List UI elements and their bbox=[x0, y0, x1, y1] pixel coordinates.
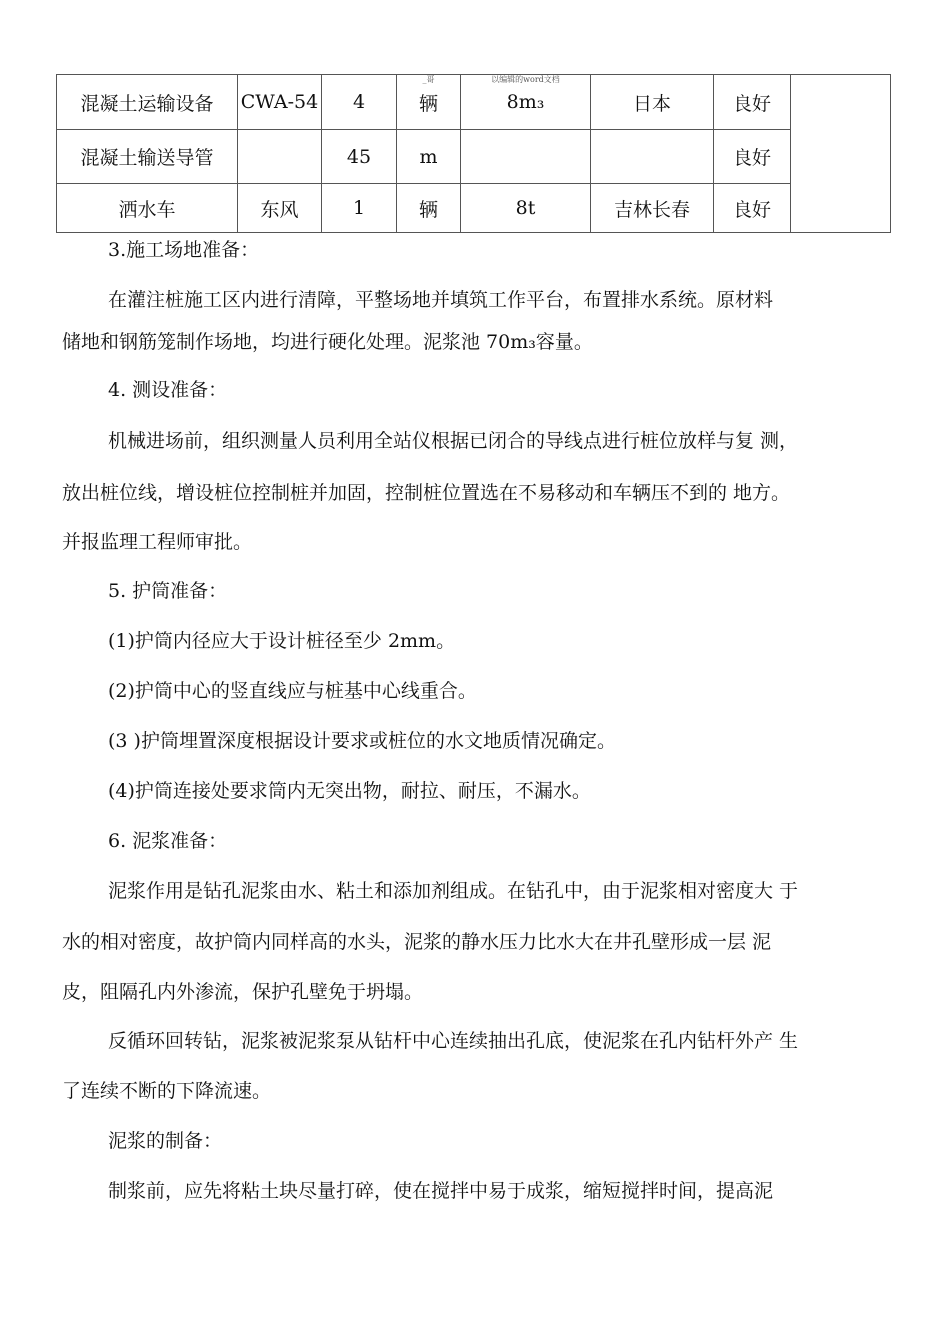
paragraph-line: 制浆前，应先将粘土块尽量打碎，使在搅拌中易于成浆，缩短搅拌时间，提高泥 bbox=[108, 1180, 774, 1202]
section-heading: 5. 护筒准备： bbox=[108, 580, 228, 602]
equipment-model-cell: CWA-54 bbox=[238, 75, 322, 130]
equipment-model-cell bbox=[238, 130, 322, 184]
paragraph-line: 在灌注桩施工区内进行清障，平整场地并填筑工作平台，布置排水系统。原材料 bbox=[108, 289, 774, 311]
paragraph-line: 了连续不断的下降流速。 bbox=[62, 1080, 272, 1102]
equipment-status-cell: 良好 bbox=[714, 130, 791, 184]
paragraph-line: 机械进场前，组织测量人员利用全站仪根据已闭合的导线点进行桩位放样与复 测， bbox=[108, 430, 799, 452]
equipment-spec-cell bbox=[461, 130, 591, 184]
equipment-spec-cell: 8t bbox=[461, 184, 591, 233]
equipment-qty-cell: 1 bbox=[322, 184, 397, 233]
equipment-model-cell: 东风 bbox=[238, 184, 322, 233]
equipment-status-cell: 良好 bbox=[714, 184, 791, 233]
paragraph-line: 放出桩位线，增设桩位控制桩并加固，控制桩位置选在不易移动和车辆压不到的 地方。 bbox=[62, 482, 791, 504]
equipment-origin-cell: 吉林长春 bbox=[591, 184, 714, 233]
section-heading: 3.施工场地准备： bbox=[108, 239, 260, 261]
table-row bbox=[57, 184, 891, 233]
equipment-unit-cell: m bbox=[397, 130, 461, 184]
equipment-spec-cell: 以编辑的word文档 8m₃ bbox=[461, 75, 591, 130]
table-row bbox=[57, 130, 891, 184]
paragraph-line: 反循环回转钻，泥浆被泥浆泵从钻杆中心连续抽出孔底，使泥浆在孔内钻杆外产 生 bbox=[108, 1030, 799, 1052]
remarks-cell bbox=[791, 75, 891, 233]
list-item: (1)护筒内径应大于设计桩径至少 2mm。 bbox=[108, 630, 456, 652]
equipment-name-cell: 混凝土输送导管 bbox=[57, 130, 238, 184]
spec-note: 以编辑的word文档 bbox=[491, 75, 560, 84]
equipment-origin-cell: 日本 bbox=[591, 75, 714, 130]
equipment-origin-cell bbox=[591, 130, 714, 184]
equipment-name-cell: 洒水车 bbox=[57, 184, 238, 233]
section-heading: 泥浆的制备： bbox=[108, 1130, 223, 1152]
equipment-qty-cell: 45 bbox=[322, 130, 397, 184]
paragraph-line: 皮，阻隔孔内外渗流，保护孔壁免于坍塌。 bbox=[62, 981, 424, 1003]
section-heading: 4. 测设准备： bbox=[108, 379, 228, 401]
equipment-qty-cell: 4 bbox=[322, 75, 397, 130]
equipment-unit-cell: _哥 辆 bbox=[397, 75, 461, 130]
section-heading: 6. 泥浆准备： bbox=[108, 830, 228, 852]
list-item: (3 )护筒埋置深度根据设计要求或桩位的水文地质情况确定。 bbox=[108, 730, 616, 752]
unit-note: _哥 bbox=[422, 75, 435, 84]
paragraph-line: 储地和钢筋笼制作场地，均进行硬化处理。泥浆池 70m₃容量。 bbox=[62, 331, 593, 353]
list-item: (2)护筒中心的竖直线应与桩基中心线重合。 bbox=[108, 680, 477, 702]
equipment-name-cell: 混凝土运输设备 bbox=[57, 75, 238, 130]
list-item: (4)护筒连接处要求筒内无突出物，耐拉、耐压，不漏水。 bbox=[108, 780, 591, 802]
paragraph-line: 泥浆作用是钻孔泥浆由水、粘土和添加剂组成。在钻孔中，由于泥浆相对密度大 于 bbox=[108, 880, 799, 902]
equipment-unit-cell: 辆 bbox=[397, 184, 461, 233]
equipment-table bbox=[56, 74, 891, 233]
equipment-status-cell: 良好 bbox=[714, 75, 791, 130]
paragraph-line: 并报监理工程师审批。 bbox=[62, 531, 253, 553]
table-row bbox=[57, 75, 891, 130]
paragraph-line: 水的相对密度，故护筒内同样高的水头，泥浆的静水压力比水大在井孔壁形成一层 泥 bbox=[62, 931, 772, 953]
